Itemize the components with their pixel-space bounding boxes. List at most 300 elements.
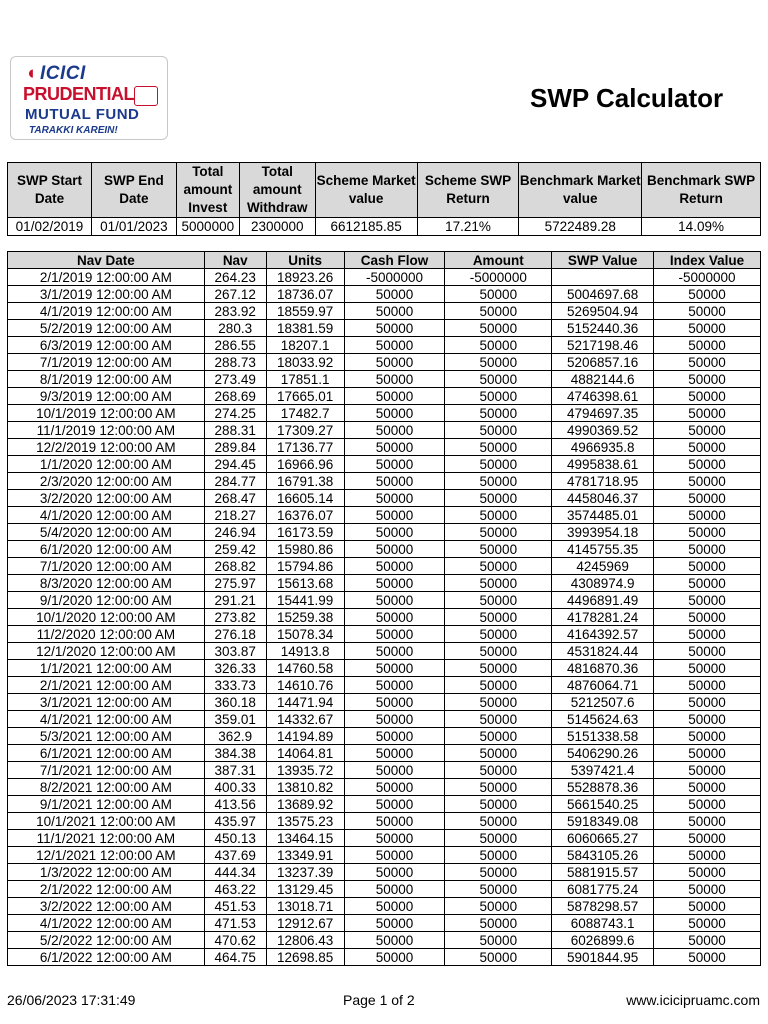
table-cell: 18033.92 <box>266 354 344 371</box>
table-cell: 280.3 <box>204 320 266 337</box>
table-cell: 4781718.95 <box>552 473 654 490</box>
table-cell: 50000 <box>654 847 761 864</box>
table-row <box>8 371 761 388</box>
table-cell: 15794.86 <box>266 558 344 575</box>
table-cell: 50000 <box>445 422 552 439</box>
table-cell: 359.01 <box>204 711 266 728</box>
table-cell: 50000 <box>344 575 445 592</box>
table-cell: 11/2/2020 12:00:00 AM <box>8 626 205 643</box>
table-cell: 50000 <box>344 762 445 779</box>
table-row <box>8 320 761 337</box>
table-cell: 1/1/2020 12:00:00 AM <box>8 456 205 473</box>
table-cell: 4531824.44 <box>552 643 654 660</box>
summary-header-cell: SWP End Date <box>91 163 176 218</box>
table-cell: 50000 <box>654 405 761 422</box>
table-cell: 50000 <box>445 337 552 354</box>
table-cell: 288.31 <box>204 422 266 439</box>
table-cell: 50000 <box>445 405 552 422</box>
table-row <box>8 677 761 694</box>
table-cell: 50000 <box>344 473 445 490</box>
table-cell: 413.56 <box>204 796 266 813</box>
table-cell: 15613.68 <box>266 575 344 592</box>
table-row <box>8 354 761 371</box>
table-row <box>8 660 761 677</box>
summary-value-cell: 14.09% <box>642 218 761 236</box>
table-cell: 4164392.57 <box>552 626 654 643</box>
table-cell: 50000 <box>344 915 445 932</box>
logo-line-1 <box>25 63 86 85</box>
table-cell: 6081775.24 <box>552 881 654 898</box>
table-cell: 6/3/2019 12:00:00 AM <box>8 337 205 354</box>
table-cell: 267.12 <box>204 286 266 303</box>
summary-value-cell: 01/02/2019 <box>8 218 92 236</box>
table-cell: 50000 <box>654 303 761 320</box>
detail-header-cell: Nav Date <box>8 252 205 269</box>
table-cell: 50000 <box>445 881 552 898</box>
table-cell: 268.69 <box>204 388 266 405</box>
table-cell: 50000 <box>445 830 552 847</box>
table-cell: 333.73 <box>204 677 266 694</box>
table-cell: 50000 <box>654 745 761 762</box>
table-cell: 50000 <box>654 779 761 796</box>
table-cell: 15078.34 <box>266 626 344 643</box>
summary-value-cell: 17.21% <box>417 218 519 236</box>
table-cell: 50000 <box>445 575 552 592</box>
table-cell: 50000 <box>654 507 761 524</box>
table-cell: 18923.26 <box>266 269 344 286</box>
table-row <box>8 456 761 473</box>
table-row <box>8 405 761 422</box>
table-row <box>8 881 761 898</box>
table-cell: 5661540.25 <box>552 796 654 813</box>
table-cell: 50000 <box>344 592 445 609</box>
table-cell: 50000 <box>445 558 552 575</box>
table-cell: 246.94 <box>204 524 266 541</box>
table-cell: 15259.38 <box>266 609 344 626</box>
table-cell: 50000 <box>344 745 445 762</box>
table-cell: 3/2/2020 12:00:00 AM <box>8 490 205 507</box>
table-cell: 4882144.6 <box>552 371 654 388</box>
summary-header-cell: Benchmark Market value <box>519 163 642 218</box>
table-cell: 50000 <box>344 847 445 864</box>
table-cell: 12/1/2021 12:00:00 AM <box>8 847 205 864</box>
table-cell: 4/1/2020 12:00:00 AM <box>8 507 205 524</box>
table-cell: 400.33 <box>204 779 266 796</box>
table-cell: 264.23 <box>204 269 266 286</box>
company-logo <box>10 56 168 140</box>
table-cell: 50000 <box>654 932 761 949</box>
table-cell: 50000 <box>445 643 552 660</box>
table-cell: 50000 <box>654 643 761 660</box>
summary-table <box>7 162 761 236</box>
table-cell: 5406290.26 <box>552 745 654 762</box>
table-cell: 50000 <box>654 609 761 626</box>
table-cell: -5000000 <box>344 269 445 286</box>
table-cell: -5000000 <box>445 269 552 286</box>
table-cell: 9/3/2019 12:00:00 AM <box>8 388 205 405</box>
table-cell: 15980.86 <box>266 541 344 558</box>
table-cell: 4/1/2019 12:00:00 AM <box>8 303 205 320</box>
footer-page-number: Page 1 of 2 <box>343 992 415 1008</box>
table-cell: 7/1/2021 12:00:00 AM <box>8 762 205 779</box>
table-cell: 326.33 <box>204 660 266 677</box>
table-cell: 463.22 <box>204 881 266 898</box>
table-cell: 50000 <box>654 881 761 898</box>
footer-url[interactable]: www.icicipruamc.com <box>626 992 760 1008</box>
table-cell: 50000 <box>654 813 761 830</box>
table-cell: 259.42 <box>204 541 266 558</box>
table-cell: 5217198.46 <box>552 337 654 354</box>
table-cell: 4308974.9 <box>552 575 654 592</box>
table-row <box>8 626 761 643</box>
table-cell: 50000 <box>445 677 552 694</box>
table-cell: 2/1/2022 12:00:00 AM <box>8 881 205 898</box>
summary-value-cell: 2300000 <box>239 218 315 236</box>
table-row <box>8 762 761 779</box>
table-cell: 50000 <box>445 371 552 388</box>
table-cell: 6/1/2020 12:00:00 AM <box>8 541 205 558</box>
table-cell: 10/1/2019 12:00:00 AM <box>8 405 205 422</box>
table-cell: 50000 <box>344 371 445 388</box>
table-cell: 8/1/2019 12:00:00 AM <box>8 371 205 388</box>
table-row <box>8 915 761 932</box>
table-cell: 275.97 <box>204 575 266 592</box>
table-cell: 50000 <box>344 286 445 303</box>
table-cell: 50000 <box>445 490 552 507</box>
table-cell: 50000 <box>654 490 761 507</box>
table-cell: 50000 <box>654 337 761 354</box>
table-cell: 50000 <box>654 864 761 881</box>
table-cell: 5004697.68 <box>552 286 654 303</box>
table-cell: 4/1/2021 12:00:00 AM <box>8 711 205 728</box>
table-cell: 50000 <box>344 643 445 660</box>
table-cell: 10/1/2021 12:00:00 AM <box>8 813 205 830</box>
table-cell: 50000 <box>654 796 761 813</box>
table-row <box>8 728 761 745</box>
logo-mark-icon: ◖ <box>25 63 37 84</box>
table-cell: 50000 <box>654 320 761 337</box>
table-cell: 13935.72 <box>266 762 344 779</box>
detail-header-row <box>8 252 761 269</box>
table-cell: 50000 <box>445 711 552 728</box>
table-cell: 17851.1 <box>266 371 344 388</box>
table-cell: 13018.71 <box>266 898 344 915</box>
table-cell: 5901844.95 <box>552 949 654 966</box>
table-cell: 14610.76 <box>266 677 344 694</box>
table-cell: 50000 <box>654 286 761 303</box>
table-row <box>8 473 761 490</box>
table-cell: 4990369.52 <box>552 422 654 439</box>
table-cell: 50000 <box>344 813 445 830</box>
table-cell: 50000 <box>654 660 761 677</box>
table-cell: 8/2/2021 12:00:00 AM <box>8 779 205 796</box>
summary-header-cell: Scheme Market value <box>315 163 417 218</box>
table-cell: 268.47 <box>204 490 266 507</box>
table-cell: 50000 <box>344 388 445 405</box>
detail-body <box>8 269 761 966</box>
table-cell: 384.38 <box>204 745 266 762</box>
table-cell: 5881915.57 <box>552 864 654 881</box>
table-cell: 17665.01 <box>266 388 344 405</box>
table-cell: 5/4/2020 12:00:00 AM <box>8 524 205 541</box>
table-cell: 50000 <box>654 575 761 592</box>
table-cell: 16791.38 <box>266 473 344 490</box>
table-cell: 4458046.37 <box>552 490 654 507</box>
table-cell: 50000 <box>654 371 761 388</box>
table-cell: 50000 <box>344 490 445 507</box>
table-cell: 50000 <box>344 881 445 898</box>
table-cell: 50000 <box>654 473 761 490</box>
summary-header-cell: Total amount Withdraw <box>239 163 315 218</box>
table-row <box>8 949 761 966</box>
table-cell: 50000 <box>344 830 445 847</box>
table-cell: 50000 <box>445 388 552 405</box>
table-cell: 5397421.4 <box>552 762 654 779</box>
table-row <box>8 558 761 575</box>
table-cell: 5/3/2021 12:00:00 AM <box>8 728 205 745</box>
table-cell: 1/1/2021 12:00:00 AM <box>8 660 205 677</box>
table-cell: 5269504.94 <box>552 303 654 320</box>
table-cell: 470.62 <box>204 932 266 949</box>
table-cell: 16173.59 <box>266 524 344 541</box>
table-cell: 4178281.24 <box>552 609 654 626</box>
table-cell: 303.87 <box>204 643 266 660</box>
table-cell: 464.75 <box>204 949 266 966</box>
logo-text-icici: ICICI <box>39 63 86 84</box>
table-cell: 6060665.27 <box>552 830 654 847</box>
detail-header-cell: Cash Flow <box>344 252 445 269</box>
table-cell: 18559.97 <box>266 303 344 320</box>
table-cell: 50000 <box>445 303 552 320</box>
table-cell: 50000 <box>344 660 445 677</box>
table-cell: 50000 <box>344 320 445 337</box>
detail-header-cell: SWP Value <box>552 252 654 269</box>
table-cell: 50000 <box>654 728 761 745</box>
table-cell: 450.13 <box>204 830 266 847</box>
table-cell: 50000 <box>344 558 445 575</box>
table-cell: 3993954.18 <box>552 524 654 541</box>
table-cell: 13689.92 <box>266 796 344 813</box>
table-cell: 50000 <box>445 541 552 558</box>
table-cell: 50000 <box>445 762 552 779</box>
summary-header-cell: SWP Start Date <box>8 163 92 218</box>
table-cell: 50000 <box>654 898 761 915</box>
table-row <box>8 745 761 762</box>
table-cell: 50000 <box>344 694 445 711</box>
table-cell: 15441.99 <box>266 592 344 609</box>
table-cell: 268.82 <box>204 558 266 575</box>
table-cell: 50000 <box>654 439 761 456</box>
table-cell: 50000 <box>344 507 445 524</box>
table-cell: 50000 <box>654 422 761 439</box>
logo-line-2: PRUDENTIAL <box>23 84 134 104</box>
table-cell: 294.45 <box>204 456 266 473</box>
table-cell: 50000 <box>344 456 445 473</box>
table-cell: 13575.23 <box>266 813 344 830</box>
table-cell: 3/2/2022 12:00:00 AM <box>8 898 205 915</box>
table-cell: 13810.82 <box>266 779 344 796</box>
table-row <box>8 643 761 660</box>
table-cell: 218.27 <box>204 507 266 524</box>
detail-header-cell: Units <box>266 252 344 269</box>
table-cell: 2/3/2020 12:00:00 AM <box>8 473 205 490</box>
table-cell: 50000 <box>445 456 552 473</box>
table-cell: 288.73 <box>204 354 266 371</box>
table-cell: -5000000 <box>654 269 761 286</box>
table-cell: 14913.8 <box>266 643 344 660</box>
table-cell: 50000 <box>445 864 552 881</box>
table-cell: 50000 <box>445 694 552 711</box>
table-cell: 14760.58 <box>266 660 344 677</box>
table-cell: 50000 <box>445 898 552 915</box>
logo-seal-icon <box>134 86 158 106</box>
table-cell: 50000 <box>654 558 761 575</box>
table-cell: 9/1/2020 12:00:00 AM <box>8 592 205 609</box>
table-cell: 9/1/2021 12:00:00 AM <box>8 796 205 813</box>
table-cell: 13349.91 <box>266 847 344 864</box>
table-cell: 437.69 <box>204 847 266 864</box>
table-row <box>8 592 761 609</box>
table-cell: 50000 <box>344 728 445 745</box>
table-cell: 50000 <box>445 779 552 796</box>
table-cell: 50000 <box>654 711 761 728</box>
logo-tagline: TARAKKI KAREIN! <box>29 125 118 136</box>
summary-value-row <box>8 218 761 236</box>
table-cell: 5918349.08 <box>552 813 654 830</box>
table-cell: 50000 <box>344 796 445 813</box>
table-cell: 50000 <box>654 354 761 371</box>
table-cell: 451.53 <box>204 898 266 915</box>
table-cell: 4816870.36 <box>552 660 654 677</box>
table-cell: 5528878.36 <box>552 779 654 796</box>
summary-header-cell: Total amount Invest <box>176 163 239 218</box>
table-row <box>8 524 761 541</box>
table-cell: 471.53 <box>204 915 266 932</box>
table-cell: 6026899.6 <box>552 932 654 949</box>
table-cell: 4876064.71 <box>552 677 654 694</box>
table-cell: 50000 <box>344 779 445 796</box>
table-cell: 50000 <box>445 915 552 932</box>
table-cell: 50000 <box>344 541 445 558</box>
table-row <box>8 847 761 864</box>
table-cell: 1/3/2022 12:00:00 AM <box>8 864 205 881</box>
table-row <box>8 779 761 796</box>
table-cell: 50000 <box>445 592 552 609</box>
table-cell: 14471.94 <box>266 694 344 711</box>
table-cell: 50000 <box>344 422 445 439</box>
summary-value-cell: 5722489.28 <box>519 218 642 236</box>
table-cell: 50000 <box>654 762 761 779</box>
table-row <box>8 864 761 881</box>
table-cell: 14064.81 <box>266 745 344 762</box>
table-cell: 4/1/2022 12:00:00 AM <box>8 915 205 932</box>
table-cell: 17309.27 <box>266 422 344 439</box>
table-cell: 4794697.35 <box>552 405 654 422</box>
table-cell: 5152440.36 <box>552 320 654 337</box>
table-cell: 3/1/2019 12:00:00 AM <box>8 286 205 303</box>
table-cell: 12/1/2020 12:00:00 AM <box>8 643 205 660</box>
table-cell: 13129.45 <box>266 881 344 898</box>
table-cell: 360.18 <box>204 694 266 711</box>
table-row <box>8 830 761 847</box>
table-cell: 17482.7 <box>266 405 344 422</box>
table-cell: 362.9 <box>204 728 266 745</box>
table-cell: 14332.67 <box>266 711 344 728</box>
table-cell: 7/1/2020 12:00:00 AM <box>8 558 205 575</box>
table-cell: 2/1/2019 12:00:00 AM <box>8 269 205 286</box>
table-cell: 12912.67 <box>266 915 344 932</box>
table-cell: 50000 <box>445 507 552 524</box>
table-cell: 50000 <box>654 677 761 694</box>
table-cell: 50000 <box>445 796 552 813</box>
detail-header-cell: Index Value <box>654 252 761 269</box>
table-cell: 6088743.1 <box>552 915 654 932</box>
logo-line-3: MUTUAL FUND <box>25 106 140 123</box>
table-cell: 50000 <box>445 354 552 371</box>
table-cell: 50000 <box>344 932 445 949</box>
table-row <box>8 575 761 592</box>
table-cell: 50000 <box>654 541 761 558</box>
table-cell: 5151338.58 <box>552 728 654 745</box>
table-row <box>8 286 761 303</box>
table-cell: 50000 <box>654 830 761 847</box>
table-cell: 10/1/2020 12:00:00 AM <box>8 609 205 626</box>
table-cell: 50000 <box>445 626 552 643</box>
table-cell: 274.25 <box>204 405 266 422</box>
table-row <box>8 490 761 507</box>
table-row <box>8 898 761 915</box>
table-row <box>8 303 761 320</box>
table-cell: 5843105.26 <box>552 847 654 864</box>
table-cell: 50000 <box>445 524 552 541</box>
table-row <box>8 711 761 728</box>
table-cell: 50000 <box>445 660 552 677</box>
swp-detail-table <box>7 251 761 966</box>
table-cell: 12698.85 <box>266 949 344 966</box>
table-cell: 4145755.35 <box>552 541 654 558</box>
table-cell: 18207.1 <box>266 337 344 354</box>
table-cell: 11/1/2019 12:00:00 AM <box>8 422 205 439</box>
summary-value-cell: 01/01/2023 <box>91 218 176 236</box>
table-row <box>8 609 761 626</box>
table-row <box>8 439 761 456</box>
table-cell: 50000 <box>445 286 552 303</box>
table-row <box>8 422 761 439</box>
summary-value-cell: 5000000 <box>176 218 239 236</box>
table-cell: 286.55 <box>204 337 266 354</box>
table-cell: 50000 <box>654 694 761 711</box>
table-cell: 16966.96 <box>266 456 344 473</box>
table-cell: 273.49 <box>204 371 266 388</box>
table-cell: 50000 <box>445 847 552 864</box>
table-cell: 50000 <box>445 932 552 949</box>
table-cell: 7/1/2019 12:00:00 AM <box>8 354 205 371</box>
table-cell: 4245969 <box>552 558 654 575</box>
table-cell: 3/1/2021 12:00:00 AM <box>8 694 205 711</box>
table-cell: 50000 <box>344 303 445 320</box>
table-cell: 284.77 <box>204 473 266 490</box>
table-row <box>8 813 761 830</box>
table-cell: 3574485.01 <box>552 507 654 524</box>
table-cell: 435.97 <box>204 813 266 830</box>
table-cell: 8/3/2020 12:00:00 AM <box>8 575 205 592</box>
table-cell: 50000 <box>344 677 445 694</box>
table-cell: 50000 <box>344 626 445 643</box>
table-cell: 50000 <box>344 524 445 541</box>
table-row <box>8 694 761 711</box>
table-cell: 4496891.49 <box>552 592 654 609</box>
summary-header-row <box>8 163 761 218</box>
